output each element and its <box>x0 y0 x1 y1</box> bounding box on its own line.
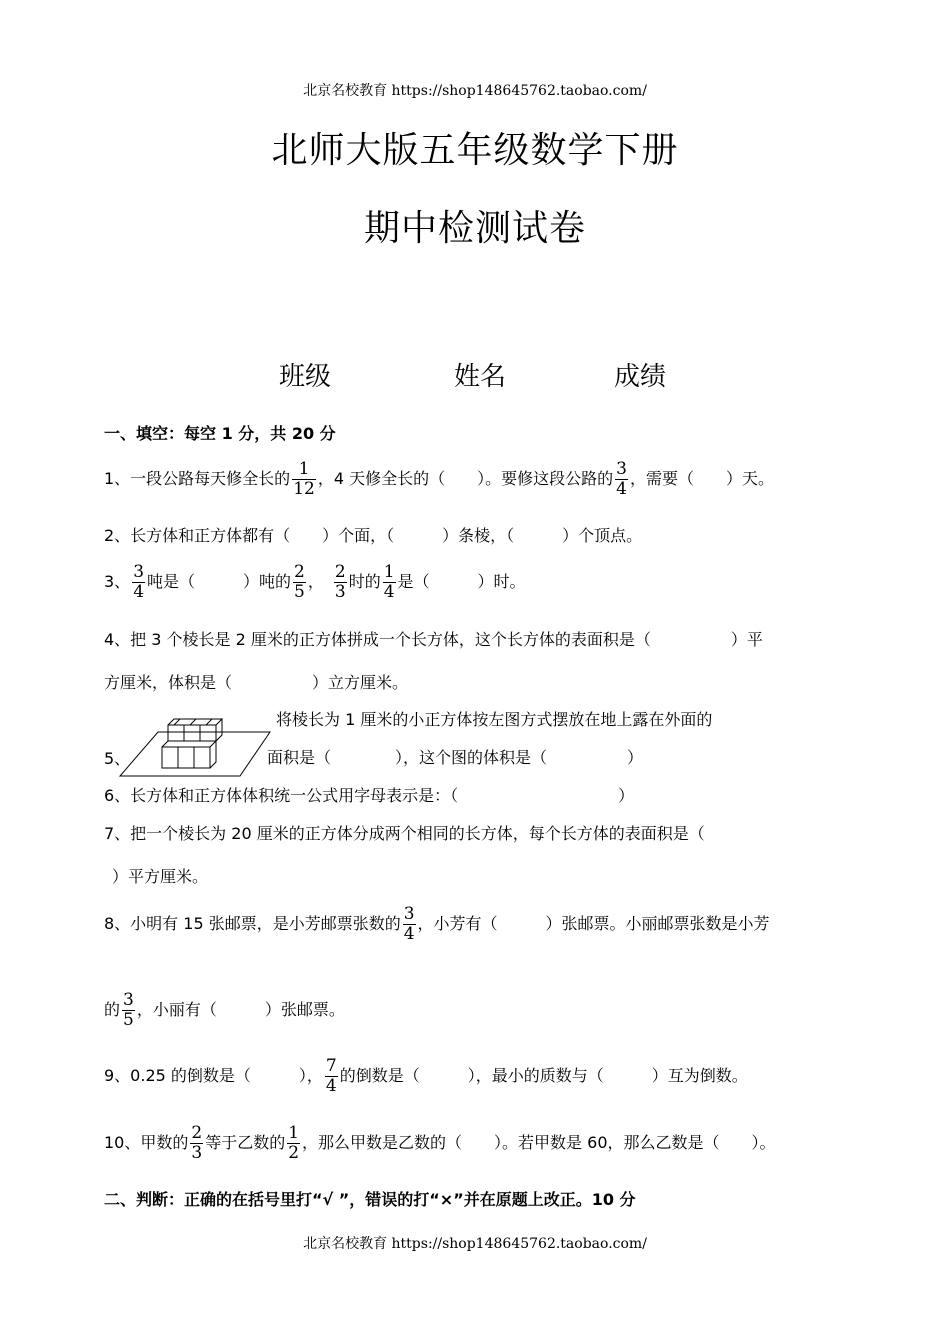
question-5-line-1: 将棱长为 1 厘米的小正方体按左图方式摆放在地上露在外面的 <box>276 710 713 729</box>
fraction: $\frac{7}{4}$ <box>325 1056 337 1096</box>
fraction: $\frac{2}{5}$ <box>294 562 305 602</box>
question-2: 2、长方体和正方体都有（ ）个面，（ ）条棱，（ ）个顶点。 <box>104 526 643 545</box>
fraction: $\frac{1}{12}$ <box>293 459 315 499</box>
fraction: $\frac{3}{5}$ <box>123 990 134 1030</box>
question-1: 1、一段公路每天修全长的 $\frac{1}{12}$ ，4 天修全长的（ ）。要修这段公路的 $\frac{3}{4}$ ，需要（ ）天。 <box>104 459 774 499</box>
question-7-line-2: ）平方厘米。 <box>112 867 209 886</box>
class-label: 班级 <box>279 362 332 392</box>
section-1-heading: 一、填空：每空 1 分，共 20 分 <box>104 424 336 443</box>
question-6: 6、长方体和正方体体积统一公式用字母表示是：（ ） <box>104 786 635 805</box>
title-line-2: 期中检测试卷 <box>363 208 586 249</box>
question-5-line-2: 面积是（ ），这个图的体积是（ ） <box>267 748 644 767</box>
page-footer: 北京名校教育 https://shop148645762.taobao.com/ <box>303 1236 647 1252</box>
ground-plane <box>120 732 270 776</box>
fraction: $\frac{2}{3}$ <box>191 1123 203 1163</box>
question-7-line-1: 7、把一个棱长为 20 厘米的正方体分成两个相同的长方体，每个长方体的表面积是（ <box>104 824 705 843</box>
cube-stack-figure <box>118 712 272 778</box>
question-10: 10、甲数的 $\frac{2}{3}$ 等于乙数的 $\frac{1}{2}$ ，那么甲数是乙数的（ ）。若甲数是 60，那么乙数是（ ）。 <box>104 1123 776 1163</box>
title-line-1: 北师大版五年级数学下册 <box>271 130 679 171</box>
section-2-heading: 二、判断：正确的在括号里打“√ ”，错误的打“×”并在原题上改正。10 分 <box>104 1190 636 1209</box>
question-8-line-1: 8、小明有 15 张邮票，是小芳邮票张数的 $\frac{3}{4}$ ，小芳有（ ）张邮票。小丽邮票张数是小芳 <box>104 904 770 944</box>
question-3: 3、 $\frac{3}{4}$ 吨是（ ）吨的 $\frac{2}{5}$ ， $\frac{2}{3}$ 时的 $\frac{1}{4}$ 是（ ）时。 <box>104 562 526 602</box>
score-label: 成绩 <box>614 362 667 392</box>
fraction: $\frac{2}{3}$ <box>334 562 346 602</box>
fraction: $\frac{3}{4}$ <box>403 904 415 944</box>
question-5-number: 5、 <box>104 749 131 768</box>
question-4-line-2: 方厘米，体积是（ ）立方厘米。 <box>104 673 409 692</box>
question-8-line-2: 的 $\frac{3}{5}$ ，小丽有（ ）张邮票。 <box>104 990 345 1030</box>
page-header: 北京名校教育 https://shop148645762.taobao.com/ <box>303 83 647 99</box>
question-4-line-1: 4、把 3 个棱长是 2 厘米的正方体拼成一个长方体，这个长方体的表面积是（ ）平 <box>104 630 763 649</box>
fraction: $\frac{3}{4}$ <box>616 459 627 499</box>
fraction: $\frac{1}{4}$ <box>383 562 395 602</box>
fraction: $\frac{1}{2}$ <box>288 1123 300 1163</box>
name-label: 姓名 <box>454 362 507 392</box>
fraction: $\frac{3}{4}$ <box>133 562 145 602</box>
question-9: 9、0.25 的倒数是（ ）， $\frac{7}{4}$ 的倒数是（ ），最小的质数与（ ）互为倒数。 <box>104 1056 748 1096</box>
